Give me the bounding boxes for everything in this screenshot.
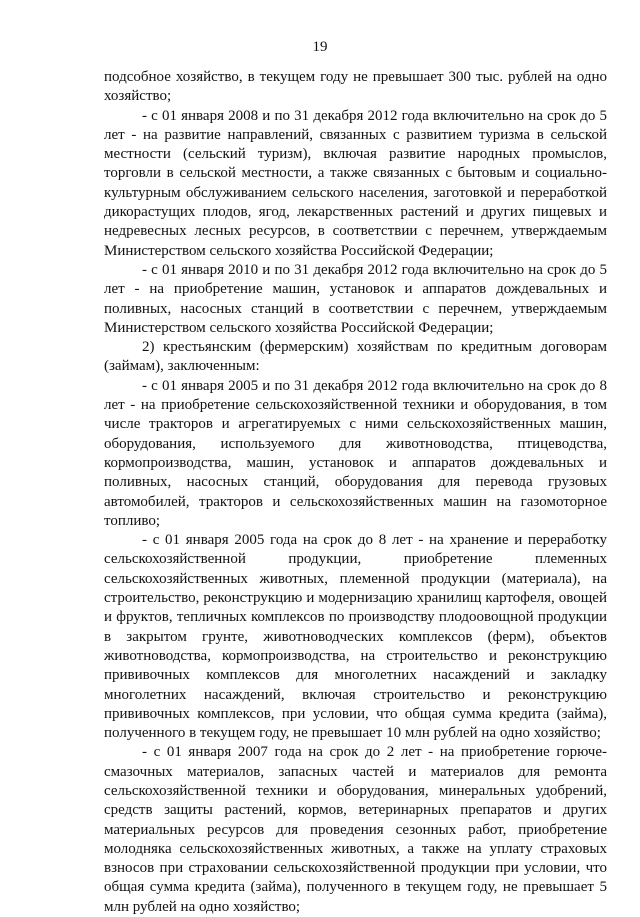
paragraph-rural-tourism: - с 01 января 2008 и по 31 декабря 2012 года включительно на срок до 5 лет - на развитие направлений, связанных с развитием туризма в сельской местности (сельский туризм), включая развитие народных промыслов, торговли в сельской местности, а также связанных с бытовым и социально-культурным обслуживанием сельского населения, заготовкой и переработкой дикорастущих плодов, ягод, лекарственных растений и других пищевых и недревесных лесных ресурсов, в соответствии с перечнем, утверждаемым Министерством сельского хозяйства Российской Федерации;: [104, 107, 607, 259]
page-number: 19: [312, 39, 328, 55]
paragraph-seasonal-works-loans: - с 01 января 2007 года на срок до 2 лет - на приобретение горюче-смазочных материалов, запасных частей и материалов для ремонта сельскохозяйственной техники и оборудования, минеральных удобрений, средств защиты растений, кормов, ветеринарных препаратов и других материальных ресурсов для проведения сезонных работ, приобретение молодняка сельскохозяйственных животных, а также на уплату страховых взносов при страховании сельскохозяйственной продукции при условии, что общая сумма кредита (займа), полученного в текущем году, не превышает 5 млн рублей на одно хозяйство;: [104, 744, 607, 915]
paragraph-farm-households-intro: 2) крестьянским (фермерским) хозяйствам по кредитным договорам (займам), заключенным:: [104, 339, 607, 375]
document-body: [104, 68, 607, 917]
paragraph-storage-processing-loans: - с 01 января 2005 года на срок до 8 лет - на хранение и переработку сельскохозяйственной продукции, приобретение племенных сельскохозяйственных животных, племенной продукции (материала), на строительство, реконструкцию и модернизацию хранилищ картофеля, овощей и фруктов, тепличных комплексов по производству плодоовощной продукции в закрытом грунте, животноводческих комплексов (ферм), объектов животноводства, кормопроизводства, на строительство и реконструкцию прививочных комплексов для многолетних насаждений и закладку многолетних насаждений, включая строительство и реконструкцию прививочных комплексов, при условии, что общая сумма кредита (займа), полученного в текущем году, не превышает 10 млн рублей на одно хозяйство;: [104, 532, 607, 742]
paragraph-continuation: подсобное хозяйство, в текущем году не превышает 300 тыс. рублей на одно хозяйство;: [104, 69, 607, 105]
paragraph-equipment-loans: - с 01 января 2005 и по 31 декабря 2012 года включительно на срок до 8 лет - на приобретение сельскохозяйственной техники и оборудования, в том числе тракторов и агрегатируемых с ними сельскохозяйственных машин, оборудования, используемого для животноводства, птицеводства, кормопроизводства, машин, установок и аппаратов дождевальных и поливных, насосных станций, оборудования для перевода грузовых автомобилей, тракторов и сельскохозяйственных машин на газомоторное топливо;: [104, 377, 607, 529]
paragraph-irrigation-machines: - с 01 января 2010 и по 31 декабря 2012 года включительно на срок до 5 лет - на приобретение машин, установок и аппаратов дождевальных и поливных, насосных станций в соответствии с перечнем, утверждаемым Министерством сельского хозяйства Российской Федерации;: [104, 261, 607, 336]
